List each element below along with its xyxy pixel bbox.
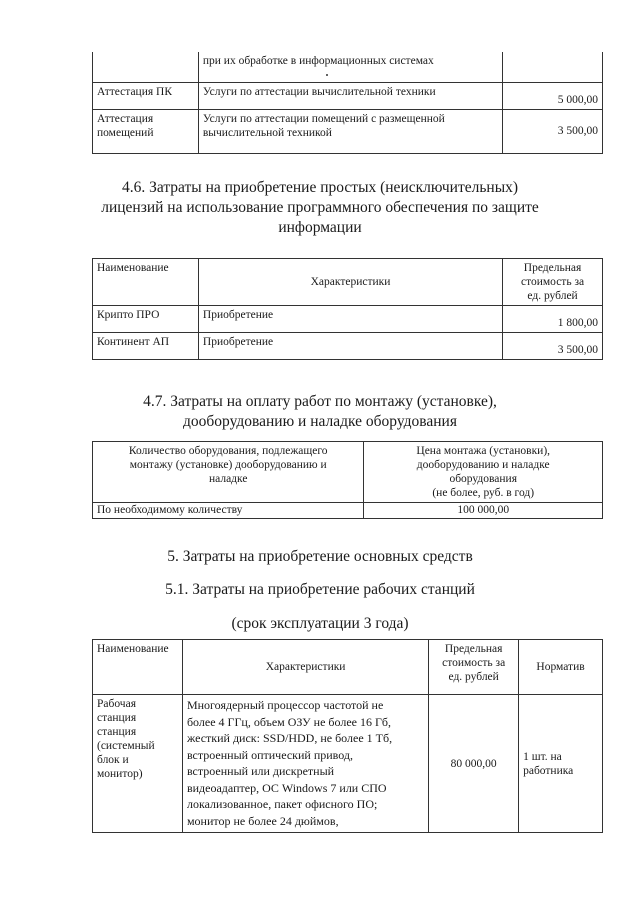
header-norm: Норматив [519,640,603,695]
cell-name: Аттестация помещений [93,109,199,153]
cell-name: Крипто ПРО [93,306,199,333]
table-certification [92,52,603,154]
cell-price: 3 500,00 [503,333,603,360]
cell-name: Континент АП [93,333,199,360]
cell-desc: Услуги по аттестации вычислительной техники [198,82,502,109]
cell-price: 3 500,00 [503,109,603,153]
header-desc: Характеристики [182,640,428,695]
header-qty: Количество оборудования, подлежащего монтажу (установке) дооборудованию и наладке [93,442,364,503]
heading-5-1: 5.1. Затраты на приобретение рабочих станций [165,581,475,598]
header-desc: Характеристики [198,259,502,306]
service-life-note: (срок эксплуатации 3 года) [231,615,409,632]
table-row [93,52,603,82]
table-header-row [93,442,603,503]
cell-price: 80 000,00 [429,695,519,833]
cell-name: Рабочая станция станция (системный блок и монитор) [93,695,183,833]
header-name: Наименование [93,259,199,306]
cell-desc: Многоядерный процессор частотой не более 4 ГГц, объем ОЗУ не более 16 Гб, жесткий диск: SSD/HDD, не более 1 Тб, встроенный оптический привод, встроенный или дискретный видеоадаптер, ОС Windows 7 или СПО локализованное, пакет офисного ПО; монитор не более 24 дюймов, [182,695,428,833]
header-price: Цена монтажа (установки), дооборудованию и наладке оборудования (не более, руб. в год) [364,442,603,503]
table-row [93,306,603,333]
cell-desc: Приобретение [198,306,502,333]
table-installation [92,441,603,519]
cell-qty: По необходимому количеству [93,503,364,519]
header-price: Предельная стоимость за ед. рублей [503,259,603,306]
heading-4-6: 4.6. Затраты на приобретение простых (неисключительных) лицензий на использование программного обеспечения по защите информации [101,179,539,236]
cell-price: 5 000,00 [503,82,603,109]
table-header-row [93,259,603,306]
heading-4-7: 4.7. Затраты на оплату работ по монтажу (установке), дооборудованию и наладке оборудования [143,393,497,430]
cell-desc: Услуги по аттестации помещений с размещенной вычислительной техникой [198,109,502,153]
cell-desc: Приобретение [198,333,502,360]
header-name: Наименование [93,640,183,695]
table-row [93,503,603,519]
table-workstations [92,639,603,833]
table-row [93,695,603,833]
cell-name [93,52,199,82]
heading-5: 5. Затраты на приобретение основных средств [167,548,473,565]
table-row [93,82,603,109]
cell-price [503,52,603,82]
scan-dot [326,74,328,76]
cell-name: Аттестация ПК [93,82,199,109]
header-price: Предельная стоимость за ед. рублей [429,640,519,695]
table-licenses [92,258,603,360]
cell-norm: 1 шт. на работника [519,695,603,833]
cell-price: 100 000,00 [364,503,603,519]
cell-desc: при их обработке в информационных системах [198,52,502,82]
table-header-row [93,640,603,695]
table-row [93,333,603,360]
table-row [93,109,603,153]
cell-price: 1 800,00 [503,306,603,333]
